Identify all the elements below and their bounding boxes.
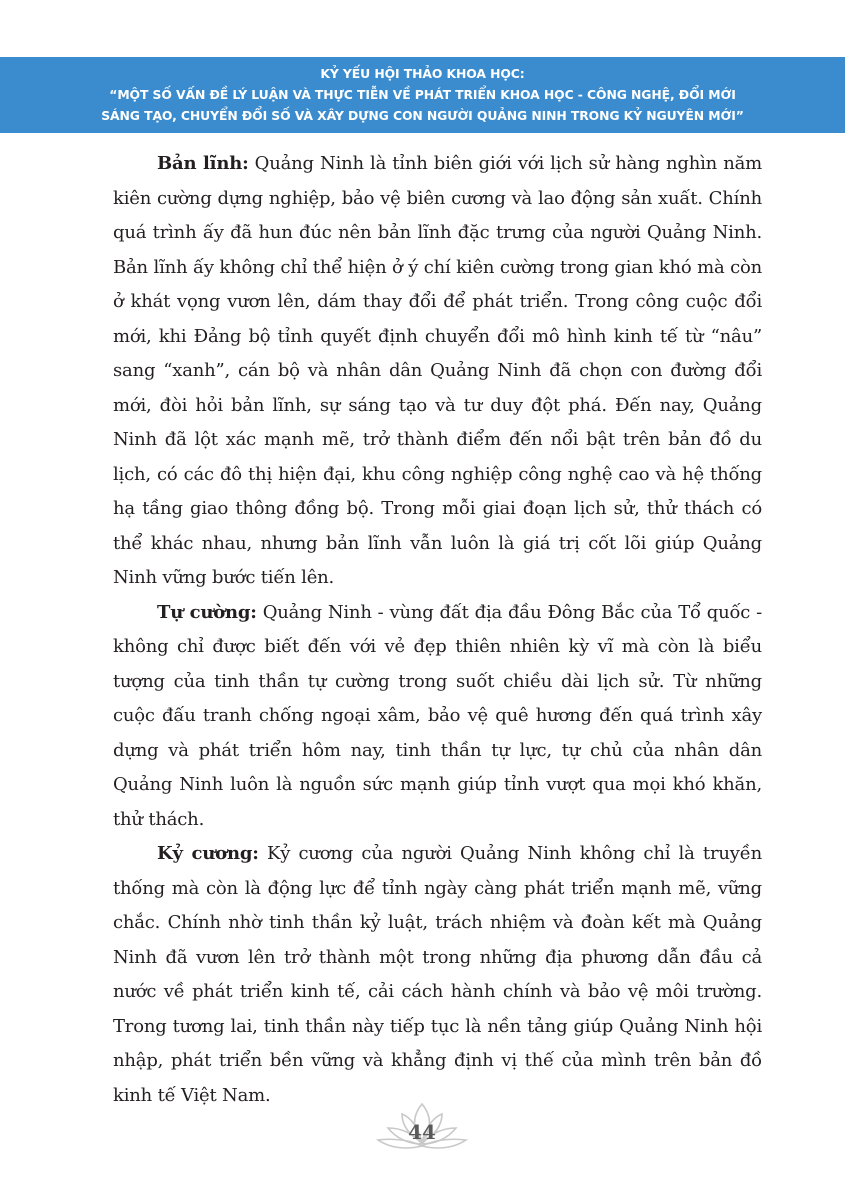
paragraph-text: Kỷ cương của người Quảng Ninh không chỉ là truyền thống mà còn là động lực để tỉnh ngày càng phát triển mạnh mẽ, vững chắc. Chính nhờ tinh thần kỷ luật, trách nhiệm và đoàn kết mà Quảng Ninh đã vươn lên trở thành một trong những địa phương dẫn đầu cả nước về phát triển kinh tế, cải cách hành chính và bảo vệ môi trường. Trong tương lai, tinh thần này tiếp tục là nền tảng giúp Quảng Ninh hội nhập, phát triển bền vững và khẳng định vị thế của mình trên bản đồ kinh tế Việt Nam. [113,843,762,1106]
header-banner [0,57,845,133]
paragraph-tu-cuong [113,596,762,838]
paragraph-term: Bản lĩnh: [157,153,249,174]
header-title: KỶ YẾU HỘI THẢO KHOA HỌC: [320,66,525,81]
paragraph-term: Tự cường: [157,601,257,623]
paragraph-ky-cuong [113,837,762,1113]
paragraph-text: Quảng Ninh là tỉnh biên giới với lịch sử hàng nghìn năm kiên cường dựng nghiệp, bảo vệ biên cương và lao động sản xuất. Chính quá trình ấy đã hun đúc nên bản lĩnh đặc trưng của người Quảng Ninh. Bản lĩnh ấy không chỉ thể hiện ở ý chí kiên cường trong gian khó mà còn ở khát vọng vươn lên, dám thay đổi để phát triển. Trong công cuộc đổi mới, khi Đảng bộ tỉnh quyết định chuyển đổi mô hình kinh tế từ “nâu” sang “xanh”, cán bộ và nhân dân Quảng Ninh đã chọn con đường đổi mới, đòi hỏi bản lĩnh, sự sáng tạo và tư duy đột phá. Đến nay, Quảng Ninh đã lột xác mạnh mẽ, trở thành điểm đến nổi bật trên bản đồ du lịch, có các đô thị hiện đại, khu công nghiệp công nghệ cao và hệ thống hạ tầng giao thông đồng bộ. Trong mỗi giai đoạn lịch sử, thử thách có thể khác nhau, nhưng bản lĩnh vẫn luôn là giá trị cốt lõi giúp Quảng Ninh vững bước tiến lên. [113,153,762,588]
paragraph-text: Quảng Ninh - vùng đất địa đầu Đông Bắc của Tổ quốc - không chỉ được biết đến với vẻ đẹp thiên nhiên kỳ vĩ mà còn là biểu tượng của tinh thần tự cường trong suốt chiều dài lịch sử. Từ những cuộc đấu tranh chống ngoại xâm, bảo vệ quê hương đến quá trình xây dựng và phát triển hôm nay, tinh thần tự lực, tự chủ của nhân dân Quảng Ninh luôn là nguồn sức mạnh giúp tỉnh vượt qua mọi khó khăn, thử thách. [113,601,762,830]
page-number: 44 [408,1120,436,1144]
paragraph-ban-linh [113,147,762,596]
page-footer [372,1100,472,1160]
header-subtitle-line-2: SÁNG TẠO, CHUYỂN ĐỔI SỐ VÀ XÂY DỰNG CON NGƯỜI QUẢNG NINH TRONG KỶ NGUYÊN MỚI” [101,108,744,123]
body-text [113,147,762,1113]
header-subtitle-line-1: “MỘT SỐ VẤN ĐỀ LÝ LUẬN VÀ THỰC TIỄN VỀ PHÁT TRIỂN KHOA HỌC - CÔNG NGHỆ, ĐỔI MỚI [109,87,736,102]
paragraph-term: Kỷ cương: [157,843,259,864]
